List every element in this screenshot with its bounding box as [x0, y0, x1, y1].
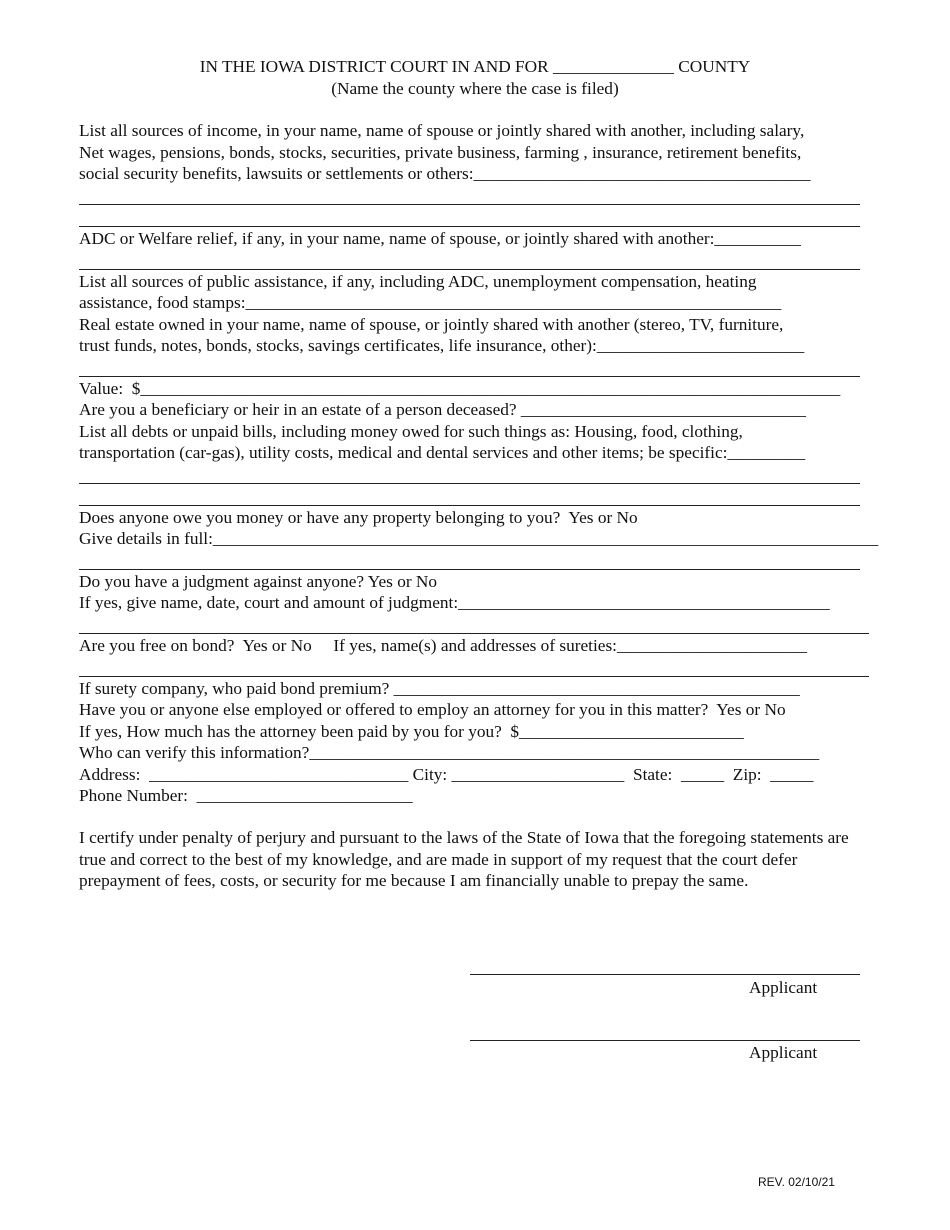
surety-line[interactable]: If surety company, who paid bond premium? _______________________________________________ [79, 679, 800, 698]
applicant-label-1: Applicant [749, 978, 818, 997]
verify-line[interactable]: Who can verify this information?___________________________________________________________ [79, 743, 820, 762]
owe-blank-line[interactable] [79, 569, 860, 570]
public-assistance-line-2[interactable]: assistance, food stamps:______________________________________________________________ [79, 293, 782, 312]
income-line-2: Net wages, pensions, bonds, stocks, securities, private business, farming , insurance, retirement benefits, [79, 143, 802, 162]
phone-line[interactable]: Phone Number: _________________________ [79, 786, 413, 805]
adc-welfare-line[interactable]: ADC or Welfare relief, if any, in your name, name of spouse, or jointly shared with another:__________ [79, 229, 801, 248]
court-subtitle: (Name the county where the case is filed) [331, 79, 619, 98]
value-line[interactable]: Value: $_________________________________________________________________________________ [79, 379, 841, 398]
judgment-line-1: Do you have a judgment against anyone? Yes or No [79, 572, 438, 591]
real-estate-line-1: Real estate owned in your name, name of spouse, or jointly shared with another (stereo, TV, furniture, [79, 315, 784, 334]
real-estate-blank-line[interactable] [79, 376, 860, 377]
bond-blank-line[interactable] [79, 676, 869, 677]
bond-line[interactable]: Are you free on bond? Yes or No If yes, name(s) and addresses of sureties:______________________ [79, 636, 808, 655]
real-estate-line-2[interactable]: trust funds, notes, bonds, stocks, savings certificates, life insurance, other):________________________ [79, 336, 805, 355]
adc-blank-line[interactable] [79, 269, 860, 270]
revision-date: REV. 02/10/21 [758, 1175, 835, 1189]
owe-details-line[interactable]: Give details in full:_____________________________________________________________________________ [79, 529, 879, 548]
debts-line-1: List all debts or unpaid bills, including money owed for such things as: Housing, food, clothing, [79, 422, 743, 441]
court-title: IN THE IOWA DISTRICT COURT IN AND FOR ______________ COUNTY [199, 57, 751, 76]
certification-text: I certify under penalty of perjury and pursuant to the laws of the State of Iowa that the foregoing statements are true and correct to the best of my knowledge, and are made in support of my request that the court defer prepayment of fees, costs, or security for me because I am financially unable to prepay the same. [79, 828, 849, 890]
beneficiary-line[interactable]: Are you a beneficiary or heir in an estate of a person deceased? _________________________________ [79, 400, 807, 419]
judgment-line-2[interactable]: If yes, give name, date, court and amount of judgment:___________________________________________ [79, 593, 830, 612]
income-line-1: List all sources of income, in your name, name of spouse or jointly shared with another, including salary, [79, 121, 805, 140]
debts-line-2[interactable]: transportation (car-gas), utility costs, medical and dental services and other items; be specific:_________ [79, 443, 806, 462]
income-blank-line-1[interactable] [79, 204, 860, 205]
judgment-blank-line[interactable] [79, 633, 869, 634]
public-assistance-line-1: List all sources of public assistance, if any, including ADC, unemployment compensation, heating [79, 272, 757, 291]
owe-money-line: Does anyone owe you money or have any property belonging to you? Yes or No [79, 508, 638, 527]
applicant-signature-line-2[interactable] [470, 1040, 860, 1041]
income-line-3[interactable]: social security benefits, lawsuits or settlements or others:_______________________________________ [79, 164, 811, 183]
income-blank-line-2[interactable] [79, 226, 860, 227]
applicant-label-2: Applicant [749, 1043, 818, 1062]
attorney-line-1: Have you or anyone else employed or offered to employ an attorney for you in this matter? Yes or No [79, 700, 786, 719]
debts-blank-line-1[interactable] [79, 483, 860, 484]
applicant-signature-line-1[interactable] [470, 974, 860, 975]
attorney-line-2[interactable]: If yes, How much has the attorney been paid by you for you? $__________________________ [79, 722, 744, 741]
debts-blank-line-2[interactable] [79, 505, 860, 506]
address-line[interactable]: Address: ______________________________ City: ____________________ State: _____ Zip: _____ [79, 765, 814, 784]
